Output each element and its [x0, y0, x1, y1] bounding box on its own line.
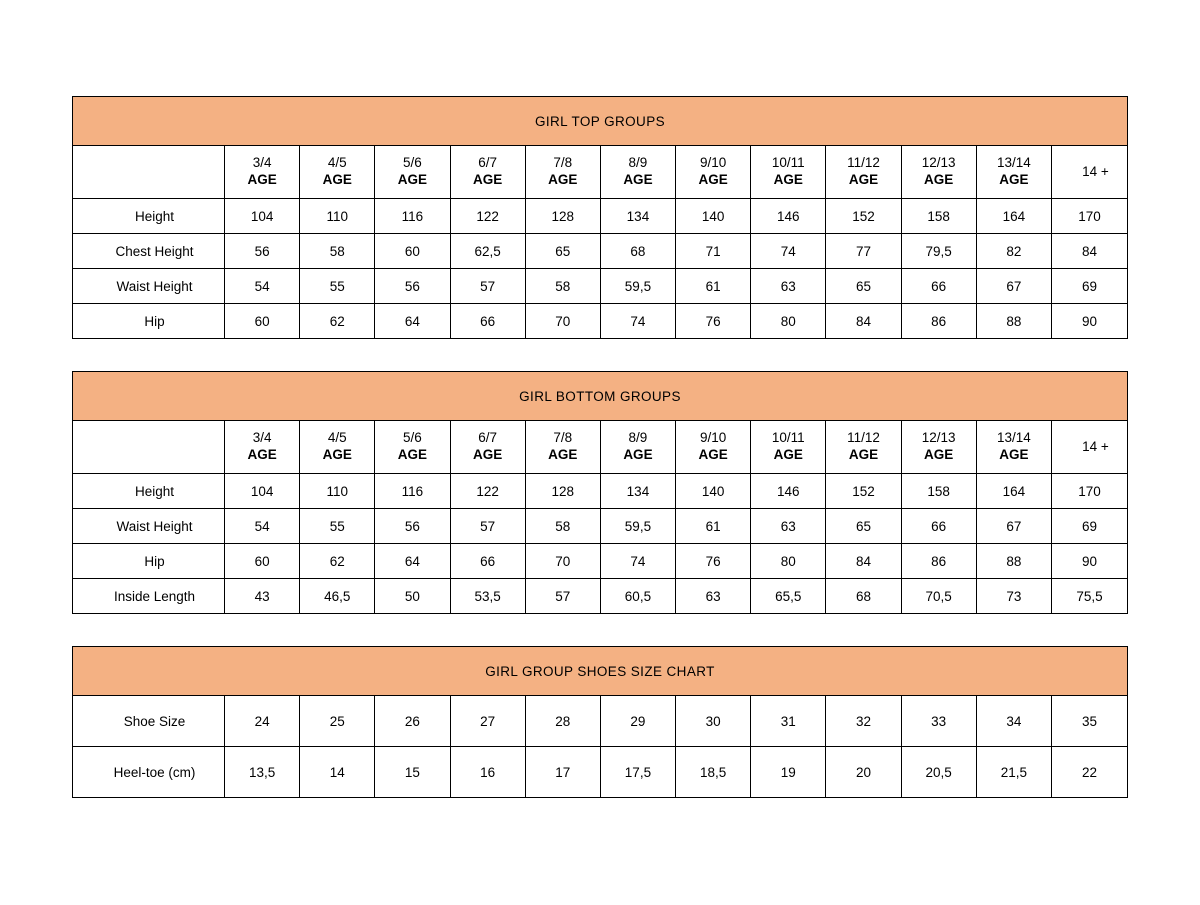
data-cell: 19: [751, 747, 826, 798]
girl-bottom-groups-table: [72, 371, 1128, 614]
table-row: [73, 544, 1128, 579]
data-cell: 134: [600, 474, 675, 509]
data-cell: 158: [901, 199, 976, 234]
header-age-suffix: AGE: [924, 172, 954, 187]
data-cell: 110: [300, 474, 375, 509]
data-cell: 116: [375, 474, 450, 509]
header-age-cell: [751, 146, 826, 199]
data-cell: 60: [225, 544, 300, 579]
data-cell: 65: [525, 234, 600, 269]
data-cell: 57: [450, 269, 525, 304]
data-cell: 75,5: [1051, 579, 1127, 614]
data-cell: 170: [1051, 199, 1127, 234]
data-cell: 122: [450, 199, 525, 234]
data-cell: 88: [976, 544, 1051, 579]
data-cell: 59,5: [600, 269, 675, 304]
data-cell: 90: [1051, 304, 1127, 339]
data-cell: 56: [225, 234, 300, 269]
header-age-range: 4/5: [327, 430, 347, 446]
data-cell: 62: [300, 544, 375, 579]
data-cell: 18,5: [676, 747, 751, 798]
data-cell: 15: [375, 747, 450, 798]
header-age-cell: [450, 146, 525, 199]
data-cell: 84: [826, 544, 901, 579]
shoe-size-cell: 25: [300, 696, 375, 747]
data-cell: 54: [225, 269, 300, 304]
data-cell: 77: [826, 234, 901, 269]
header-age-suffix: AGE: [999, 172, 1029, 187]
header-age-cell: [751, 421, 826, 474]
header-age-suffix: AGE: [397, 172, 428, 187]
header-age-range: 8/9: [628, 155, 648, 171]
data-cell: 66: [450, 304, 525, 339]
data-cell: 56: [375, 269, 450, 304]
header-age-suffix: AGE: [247, 447, 277, 462]
header-age-range: 10/11: [771, 430, 805, 446]
data-cell: 55: [300, 509, 375, 544]
row-label: Height: [73, 474, 225, 509]
header-age-cell: [600, 421, 675, 474]
header-age-suffix: AGE: [548, 172, 578, 187]
data-cell: 86: [901, 304, 976, 339]
data-cell: 82: [976, 234, 1051, 269]
header-age-suffix: AGE: [247, 172, 277, 187]
data-cell: 60: [375, 234, 450, 269]
data-cell: 110: [300, 199, 375, 234]
header-age-range: 6/7: [478, 430, 497, 446]
table-row: [73, 199, 1128, 234]
header-age-cell: [225, 146, 300, 199]
data-cell: 66: [450, 544, 525, 579]
row-label: Height: [73, 199, 225, 234]
table-title-row: [73, 372, 1128, 421]
data-cell: 134: [600, 199, 675, 234]
header-corner-cell: [73, 146, 225, 199]
header-age-range: 12/13: [921, 155, 956, 171]
girl-top-groups-table: [72, 96, 1128, 339]
data-cell: 170: [1051, 474, 1127, 509]
data-cell: 46,5: [300, 579, 375, 614]
header-age-cell: [525, 146, 600, 199]
data-cell: 61: [676, 509, 751, 544]
data-cell: 68: [600, 234, 675, 269]
data-cell: 66: [901, 269, 976, 304]
header-age-suffix: AGE: [698, 447, 728, 462]
data-cell: 50: [375, 579, 450, 614]
header-age-suffix: AGE: [773, 447, 803, 462]
data-cell: 58: [525, 509, 600, 544]
data-cell: 122: [450, 474, 525, 509]
header-age-range: 3/4: [252, 430, 272, 446]
data-cell: 76: [676, 304, 751, 339]
data-cell: 67: [976, 269, 1051, 304]
table-header-row: [73, 696, 1128, 747]
table-header-row: [73, 421, 1128, 474]
data-cell: 65: [826, 509, 901, 544]
row-label: Heel-toe (cm): [73, 747, 225, 798]
data-cell: 80: [751, 544, 826, 579]
header-age-suffix: AGE: [623, 172, 653, 187]
header-age-suffix: AGE: [848, 447, 879, 462]
header-age-cell: [525, 421, 600, 474]
data-cell: 58: [300, 234, 375, 269]
header-age-plus-cell: 14 +: [1051, 146, 1127, 199]
shoe-size-cell: 27: [450, 696, 525, 747]
data-cell: 70: [525, 304, 600, 339]
data-cell: 70,5: [901, 579, 976, 614]
header-age-range: 13/14: [996, 430, 1031, 446]
header-age-cell: [600, 146, 675, 199]
header-age-suffix: AGE: [999, 447, 1029, 462]
data-cell: 57: [525, 579, 600, 614]
shoe-size-cell: 31: [751, 696, 826, 747]
data-cell: 63: [751, 509, 826, 544]
table-title: GIRL GROUP SHOES SIZE CHART: [73, 647, 1128, 696]
header-age-suffix: AGE: [623, 447, 653, 462]
data-cell: 57: [450, 509, 525, 544]
header-age-cell: [676, 146, 751, 199]
header-age-range: 9/10: [699, 155, 727, 171]
data-cell: 69: [1051, 269, 1127, 304]
data-cell: 63: [676, 579, 751, 614]
data-cell: 14: [300, 747, 375, 798]
header-age-plus-cell: 14 +: [1051, 421, 1127, 474]
header-age-range: 8/9: [628, 430, 648, 446]
data-cell: 84: [1051, 234, 1127, 269]
data-cell: 128: [525, 474, 600, 509]
data-cell: 16: [450, 747, 525, 798]
data-cell: 164: [976, 199, 1051, 234]
data-cell: 21,5: [976, 747, 1051, 798]
data-cell: 104: [225, 474, 300, 509]
header-age-range: 10/11: [771, 155, 805, 171]
data-cell: 17,5: [600, 747, 675, 798]
shoe-size-label: Shoe Size: [73, 696, 225, 747]
table-spacer: [72, 339, 1128, 371]
data-cell: 65: [826, 269, 901, 304]
header-corner-cell: [73, 421, 225, 474]
row-label: Inside Length: [73, 579, 225, 614]
header-age-cell: [826, 146, 901, 199]
data-cell: 62,5: [450, 234, 525, 269]
table-title: GIRL TOP GROUPS: [73, 97, 1128, 146]
data-cell: 84: [826, 304, 901, 339]
row-label: Waist Height: [73, 269, 225, 304]
table-title-row: [73, 97, 1128, 146]
header-age-cell: [901, 421, 976, 474]
header-age-range: 13/14: [996, 155, 1031, 171]
data-cell: 90: [1051, 544, 1127, 579]
data-cell: 58: [525, 269, 600, 304]
table-row: [73, 474, 1128, 509]
data-cell: 80: [751, 304, 826, 339]
row-label: Chest Height: [73, 234, 225, 269]
header-age-range: 9/10: [699, 430, 727, 446]
data-cell: 152: [826, 199, 901, 234]
header-age-suffix: AGE: [848, 172, 879, 187]
table-row: [73, 509, 1128, 544]
header-age-suffix: AGE: [397, 447, 428, 462]
header-age-range: 5/6: [403, 430, 422, 446]
data-cell: 22: [1051, 747, 1127, 798]
shoe-size-cell: 29: [600, 696, 675, 747]
header-age-cell: [375, 146, 450, 199]
header-age-suffix: AGE: [322, 172, 352, 187]
header-age-suffix: AGE: [773, 172, 803, 187]
table-row: [73, 579, 1128, 614]
header-age-cell: [676, 421, 751, 474]
data-cell: 146: [751, 474, 826, 509]
table-row: [73, 269, 1128, 304]
header-age-range: 12/13: [921, 430, 956, 446]
data-cell: 86: [901, 544, 976, 579]
data-cell: 60,5: [600, 579, 675, 614]
header-age-cell: [826, 421, 901, 474]
data-cell: 140: [676, 199, 751, 234]
data-cell: 62: [300, 304, 375, 339]
shoe-size-cell: 32: [826, 696, 901, 747]
header-age-cell: [901, 146, 976, 199]
table-row: [73, 304, 1128, 339]
data-cell: 53,5: [450, 579, 525, 614]
data-cell: 63: [751, 269, 826, 304]
data-cell: 59,5: [600, 509, 675, 544]
data-cell: 152: [826, 474, 901, 509]
data-cell: 140: [676, 474, 751, 509]
data-cell: 20: [826, 747, 901, 798]
data-cell: 64: [375, 304, 450, 339]
data-cell: 164: [976, 474, 1051, 509]
data-cell: 56: [375, 509, 450, 544]
table-row: [73, 747, 1128, 798]
shoe-size-cell: 28: [525, 696, 600, 747]
data-cell: 70: [525, 544, 600, 579]
header-age-range: 7/8: [553, 430, 573, 446]
data-cell: 64: [375, 544, 450, 579]
shoe-size-cell: 34: [976, 696, 1051, 747]
header-age-range: 5/6: [403, 155, 422, 171]
header-age-cell: [225, 421, 300, 474]
header-age-range: 7/8: [553, 155, 573, 171]
data-cell: 146: [751, 199, 826, 234]
data-cell: 88: [976, 304, 1051, 339]
data-cell: 116: [375, 199, 450, 234]
header-age-cell: [300, 421, 375, 474]
header-age-range: 6/7: [478, 155, 497, 171]
shoe-size-cell: 35: [1051, 696, 1127, 747]
header-age-cell: [976, 146, 1051, 199]
data-cell: 128: [525, 199, 600, 234]
data-cell: 158: [901, 474, 976, 509]
data-cell: 71: [676, 234, 751, 269]
shoe-size-cell: 26: [375, 696, 450, 747]
header-age-suffix: AGE: [472, 172, 503, 187]
data-cell: 79,5: [901, 234, 976, 269]
header-age-range: 4/5: [327, 155, 347, 171]
header-age-suffix: AGE: [472, 447, 503, 462]
header-age-cell: [375, 421, 450, 474]
shoe-size-cell: 30: [676, 696, 751, 747]
data-cell: 74: [600, 304, 675, 339]
row-label: Hip: [73, 544, 225, 579]
data-cell: 74: [751, 234, 826, 269]
row-label: Waist Height: [73, 509, 225, 544]
girl-group-shoes-size-chart-table: [72, 646, 1128, 798]
table-title: GIRL BOTTOM GROUPS: [73, 372, 1128, 421]
row-label: Hip: [73, 304, 225, 339]
shoe-size-cell: 24: [225, 696, 300, 747]
header-age-suffix: AGE: [698, 172, 728, 187]
table-spacer: [72, 614, 1128, 646]
data-cell: 74: [600, 544, 675, 579]
header-age-range: 11/12: [847, 155, 880, 171]
data-cell: 55: [300, 269, 375, 304]
data-cell: 68: [826, 579, 901, 614]
data-cell: 65,5: [751, 579, 826, 614]
header-age-range: 11/12: [847, 430, 880, 446]
data-cell: 20,5: [901, 747, 976, 798]
data-cell: 43: [225, 579, 300, 614]
table-row: [73, 234, 1128, 269]
data-cell: 13,5: [225, 747, 300, 798]
shoe-size-cell: 33: [901, 696, 976, 747]
data-cell: 76: [676, 544, 751, 579]
header-age-suffix: AGE: [924, 447, 954, 462]
data-cell: 60: [225, 304, 300, 339]
header-age-suffix: AGE: [548, 447, 578, 462]
data-cell: 73: [976, 579, 1051, 614]
data-cell: 17: [525, 747, 600, 798]
data-cell: 69: [1051, 509, 1127, 544]
header-age-cell: [300, 146, 375, 199]
table-title-row: [73, 647, 1128, 696]
size-chart-page: [72, 96, 1128, 798]
data-cell: 54: [225, 509, 300, 544]
header-age-suffix: AGE: [322, 447, 352, 462]
data-cell: 66: [901, 509, 976, 544]
data-cell: 104: [225, 199, 300, 234]
data-cell: 67: [976, 509, 1051, 544]
data-cell: 61: [676, 269, 751, 304]
header-age-range: 3/4: [252, 155, 272, 171]
table-header-row: [73, 146, 1128, 199]
header-age-cell: [976, 421, 1051, 474]
header-age-cell: [450, 421, 525, 474]
